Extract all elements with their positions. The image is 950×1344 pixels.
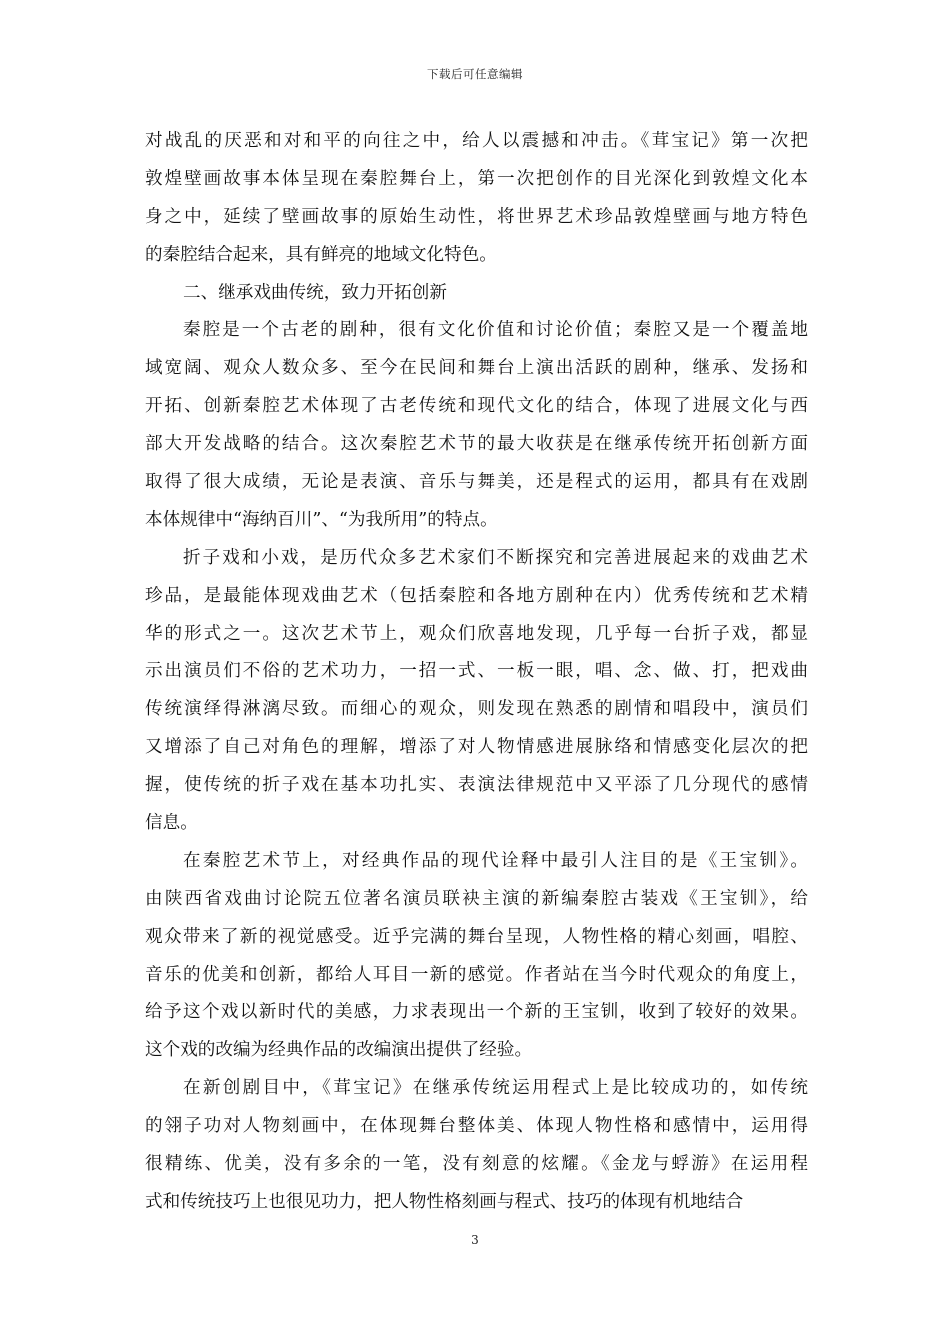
paragraph [145,540,808,843]
text-line: 身之中，延续了壁画故事的原始生动性，将世界艺术珍品敦煌壁画与地方特色 [145,206,808,227]
document-body [145,123,808,1222]
text-line: 的翎子功对人物刻画中，在体现舞台整体美、体现人物性格和感情中，运用得 [145,1116,808,1137]
text-line: 开拓、创新秦腔艺术体现了古老传统和现代文化的结合，体现了进展文化与西 [145,396,808,417]
text-line: 华的形式之一。这次艺术节上，观众们欣喜地发现，几乎每一台折子戏，都显 [145,623,808,644]
text-line: 敦煌壁画故事本体呈现在秦腔舞台上，第一次把创作的目光深化到敦煌文化本 [145,168,808,189]
text-line: 对战乱的厌恶和对和平的向往之中，给人以震撼和冲击。《茸宝记》第一次把 [145,131,808,151]
page-number: 3 [471,1233,479,1247]
text-line: 二、继承戏曲传统，致力开拓创新 [183,282,447,303]
text-line: 由陕西省戏曲讨论院五位著名演员联袂主演的新编秦腔古装戏《王宝钏》，给 [145,888,808,909]
section-heading [145,275,808,313]
text-line: 传统演绎得淋漓尽致。而细心的观众，则发现在熟悉的剧情和唱段中，演员们 [145,699,808,720]
text-line: 握，使传统的折子戏在基本功扎实、表演法律规范中又平添了几分现代的感情 [145,775,808,796]
text-line: 部大开发战略的结合。这次秦腔艺术节的最大收获是在继承传统开拓创新方面 [145,434,808,455]
paragraph [145,843,808,1070]
text-line: 观众带来了新的视觉感受。近乎完满的舞台呈现，人物性格的精心刻画，唱腔、 [145,926,808,947]
text-line: 秦腔是一个古老的剧种，很有文化价值和讨论价值；秦腔又是一个覆盖地 [183,320,808,341]
text-line: 给予这个戏以新时代的美感，力求表现出一个新的王宝钏，收到了较好的效果。 [145,1002,808,1023]
page-header-note: 下载后可任意编辑 [427,67,523,81]
text-line: 域宽阔、观众人数众多、至今在民间和舞台上演出活跃的剧种，继承、发扬和 [145,358,808,379]
text-line: 这个戏的改编为经典作品的改编演出提供了经验。 [145,1040,533,1061]
paragraph [145,1070,808,1222]
text-line: 取得了很大成绩，无论是表演、音乐与舞美，还是程式的运用，都具有在戏剧 [145,472,808,493]
paragraph [145,312,808,539]
text-line: 音乐的优美和创新，都给人耳目一新的感觉。作者站在当今时代观众的角度上， [145,964,808,985]
text-line: 折子戏和小戏，是历代众多艺术家们不断探究和完善进展起来的戏曲艺术 [183,547,808,568]
text-line: 珍品，是最能体现戏曲艺术（包括秦腔和各地方剧种在内）优秀传统和艺术精 [145,585,808,606]
text-line: 的秦腔结合起来，具有鲜亮的地域文化特色。 [145,244,497,265]
text-line: 又增添了自己对角色的理解，增添了对人物情感进展脉络和情感变化层次的把 [145,737,808,758]
text-line: 在新创剧目中，《茸宝记》在继承传统运用程式上是比较成功的，如传统 [183,1078,808,1099]
text-line: 本体规律中“海纳百川”、“为我所用”的特点。 [145,509,498,530]
text-line: 示出演员们不俗的艺术功力，一招一式、一板一眼，唱、念、做、打，把戏曲 [145,661,808,682]
paragraph [145,123,808,275]
text-line: 信息。 [145,813,198,834]
text-line: 式和传统技巧上也很见功力，把人物性格刻画与程式、技巧的体现有机地结合 [145,1191,744,1212]
text-line: 很精练、优美，没有多余的一笔，没有刻意的炫耀。《金龙与蜉游》在运用程 [145,1154,808,1175]
text-line: 在秦腔艺术节上，对经典作品的现代诠释中最引人注目的是《王宝钏》。 [183,850,808,871]
